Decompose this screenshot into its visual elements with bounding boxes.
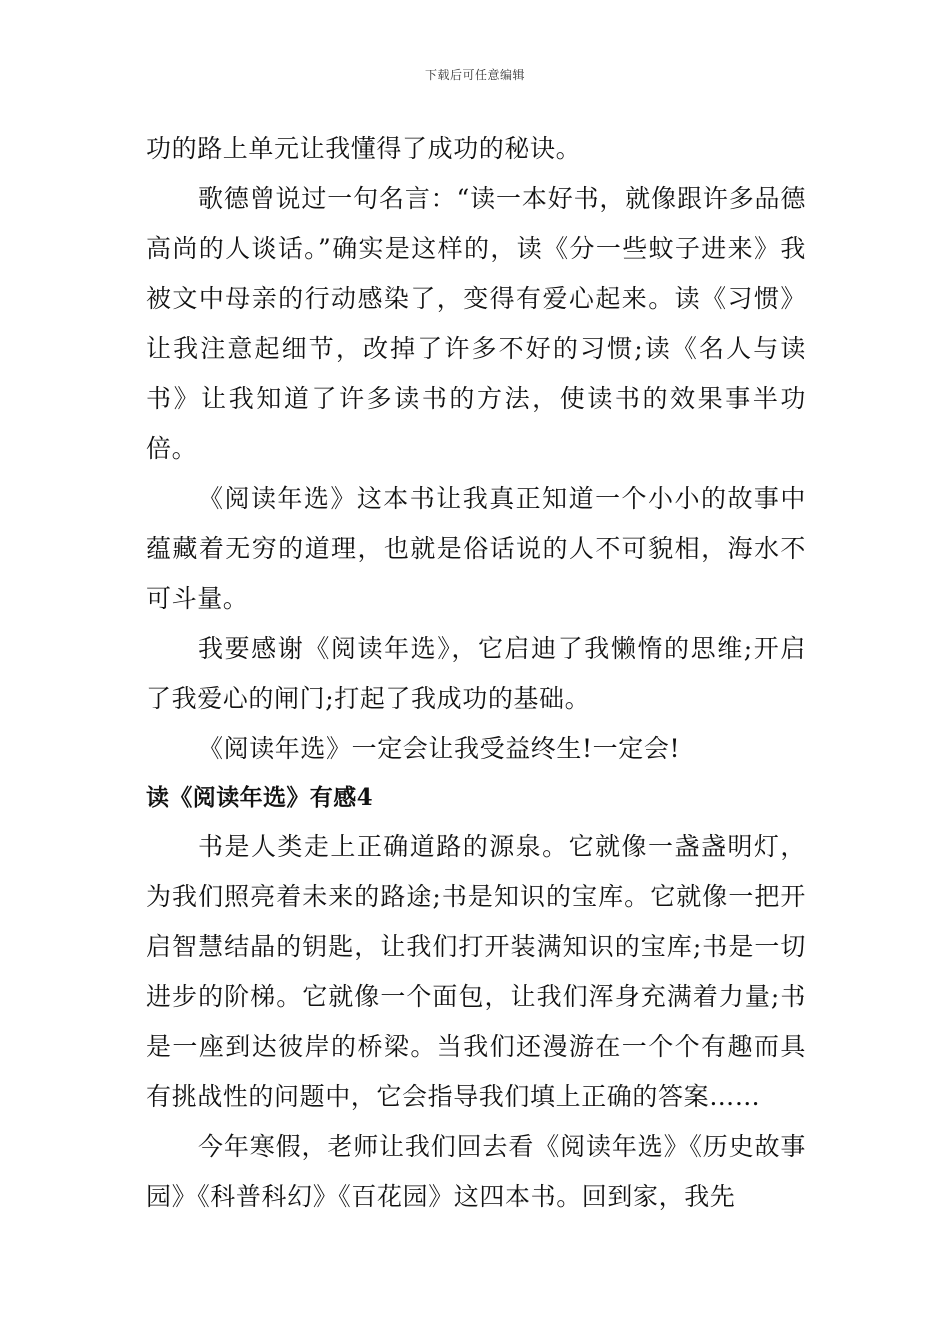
document-body — [146, 124, 806, 1222]
section-title: 读《阅读年选》有感4 — [146, 784, 374, 811]
paragraph-conclusion: 《阅读年选》一定会让我受益终生!一定会! — [198, 734, 681, 763]
paragraph-gratitude: 我要感谢《阅读年选》，它启迪了我懒惰的思维;开启了我爱心的闸门;打起了我成功的基础。 — [146, 634, 806, 713]
paragraph-books-intro: 书是人类走上正确道路的源泉。它就像一盏盏明灯，为我们照亮着未来的路途;书是知识的宝库。它就像一把开启智慧结晶的钥匙，让我们打开装满知识的宝库;书是一切进步的阶梯。它就像一个面包，让我们浑身充满着力量;书是一座到达彼岸的桥梁。当我们还漫游在一个个有趣而具有挑战性的问题中，它会指导我们填上正确的答案…… — [146, 832, 806, 1111]
page-header-note: 下载后可任意编辑 — [424, 68, 525, 82]
paragraph-winter-break: 今年寒假，老师让我们回去看《阅读年选》《历史故事园》《科普科幻》《百花园》这四本书。回到家，我先 — [146, 1132, 806, 1211]
paragraph-book-lesson: 《阅读年选》这本书让我真正知道一个小小的故事中蕴藏着无穷的道理，也就是俗话说的人不可貌相，海水不可斗量。 — [146, 484, 806, 613]
paragraph-continuation: 功的路上单元让我懂得了成功的秘诀。 — [146, 134, 582, 163]
paragraph-goethe-quote: 歌德曾说过一句名言：“读一本好书，就像跟许多品德高尚的人谈话。”确实是这样的，读《分一些蚊子进来》我被文中母亲的行动感染了，变得有爱心起来。读《习惯》让我注意起细节，改掉了许多不好的习惯;读《名人与读书》让我知道了许多读书的方法，使读书的效果事半功倍。 — [146, 184, 806, 463]
